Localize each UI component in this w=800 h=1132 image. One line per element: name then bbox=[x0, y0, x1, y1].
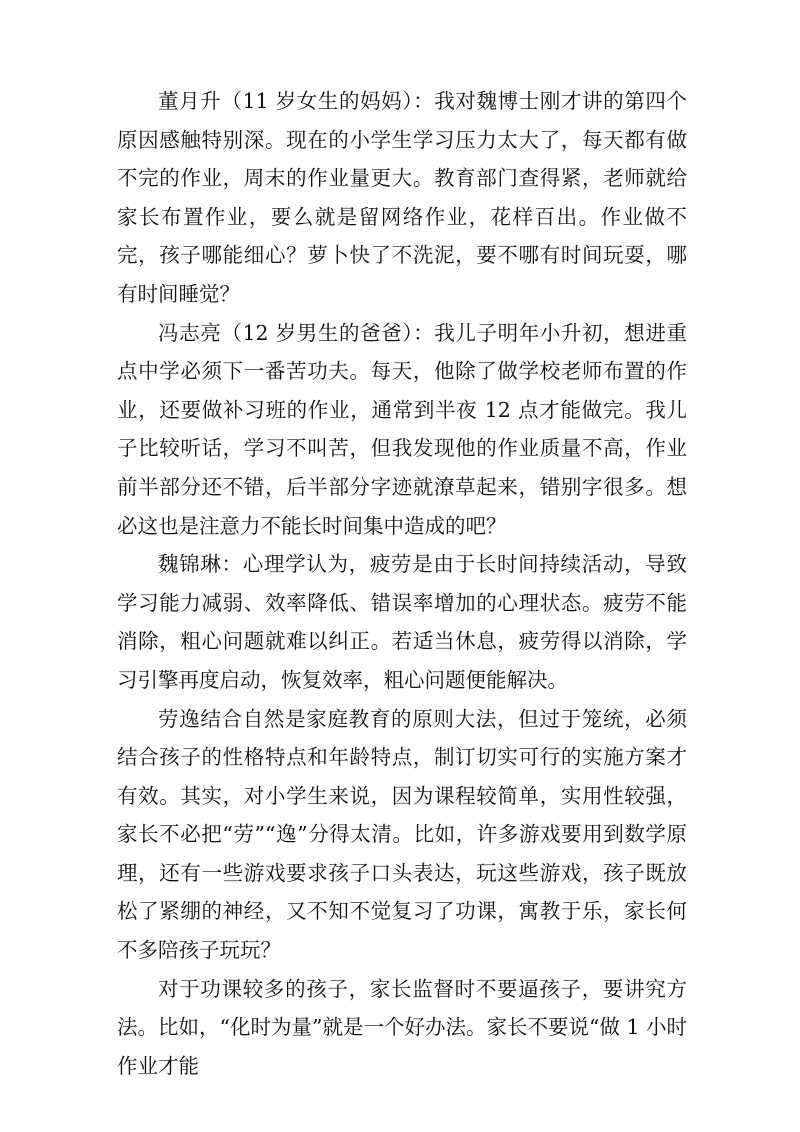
paragraph-work-rest-balance: 劳逸结合自然是家庭教育的原则大法，但过于笼统，必须结合孩子的性格特点和年龄特点，制订切实可行的实施方案才有效。其实，对小学生来说，因为课程较简单，实用性较强，家长不必把“劳”“逸”分得太清。比如，许多游戏要用到数学原理，还有一些游戏要求孩子口头表达，玩这些游戏，孩子既放松了紧绷的神经，又不知不觉复习了功课，寓教于乐，家长何不多陪孩子玩玩？ bbox=[117, 706, 687, 963]
paragraph-homework-method: 对于功课较多的孩子，家长监督时不要逼孩子，要讲究方法。比如，“化时为量”就是一个好办法。家长不要说“做 1 小时作业才能 bbox=[117, 976, 688, 1078]
paragraph-feng-zhiliang: 冯志亮（12 岁男生的爸爸）：我儿子明年小升初，想进重点中学必须下一番苦功夫。每天，他除了做学校老师布置的作业，还要做补习班的作业，通常到半夜 12 点才能做完。我儿子比较听话，学习不叫苦，但我发现他的作业质量不高，作业前半部分还不错，后半部分字迹就潦草起来，错别字很多。想必这也是注意力不能长时间集中造成的吧？ bbox=[117, 320, 687, 538]
document-body bbox=[117, 82, 687, 1085]
paragraph-wei-jinlin: 魏锦琳：心理学认为，疲劳是由于长时间持续活动，导致学习能力减弱、效率降低、错误率增加的心理状态。疲劳不能消除，粗心问题就难以纠正。若适当休息，疲劳得以消除，学习引擎再度启动，恢复效率，粗心问题便能解决。 bbox=[117, 552, 687, 692]
paragraph-dong-yuesheng: 董月升（11 岁女生的妈妈）：我对魏博士刚才讲的第四个原因感触特别深。现在的小学生学习压力太大了，每天都有做不完的作业，周末的作业量更大。教育部门查得紧，老师就给家长布置作业，要么就是留网络作业，花样百出。作业做不完，孩子哪能细心？萝卜快了不洗泥，要不哪有时间玩耍，哪有时间睡觉？ bbox=[117, 89, 687, 306]
